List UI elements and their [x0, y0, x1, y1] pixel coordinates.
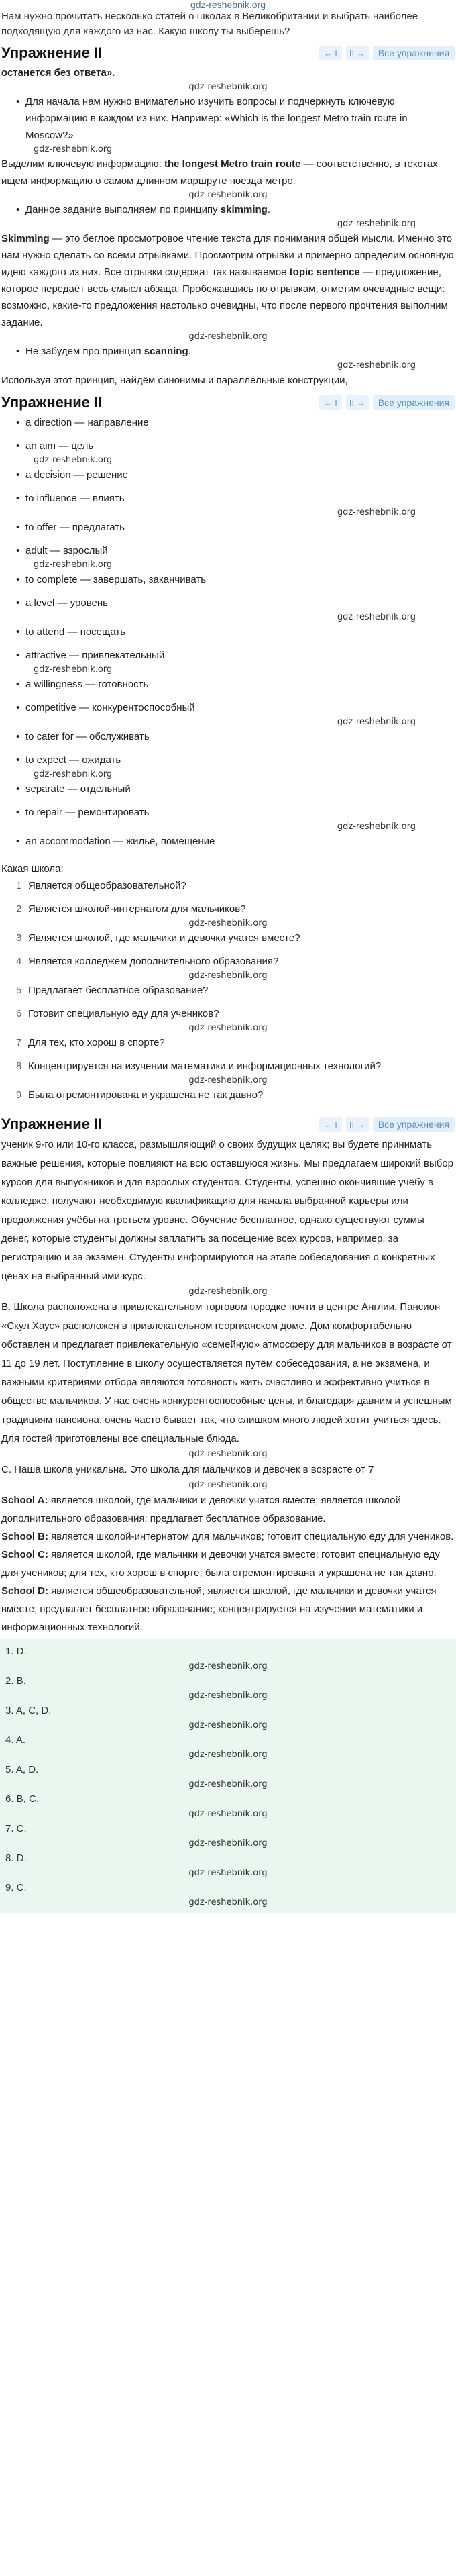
school-label: School D:: [1, 1585, 48, 1597]
bullet-icon: •: [16, 807, 20, 818]
bullet-icon: •: [16, 574, 20, 585]
spacer: [0, 999, 456, 1005]
watermark: gdz-reshebnik.org: [188, 1809, 268, 1819]
bullet-icon: •: [16, 545, 20, 556]
bullet-icon: •: [16, 626, 20, 638]
question-number: 4: [16, 956, 22, 967]
school-text: является школой, где мальчики и девочки учатся вместе; является школой дополнительного образования; предлагает бесплатное образование.: [1, 1495, 401, 1524]
bullet-icon: •: [16, 597, 20, 609]
paragraph: ученик 9-го или 10-го класса, размышляющий о своих будущих целях; вы будете принимать важные решения, которые повлияют на всю оставшуюся жизнь. Мы предлагаем широкий выбор курсов для выпускников и для взрослых студентов. Студенты, успешно окончившие учёбу в колледже, получают необходимую квалификацию для начала выбранной карьеры или продолжения учёбы на третьем уровне. Обучение бесплатное, однако существуют суммы денег, которые студенты должны заплатить за посещение всех курсов, например, за регистрацию и за экзамен. Студенты информируются на этапе собеседования о конкретных ценах на выбранный ими курс.: [1, 1139, 454, 1282]
school-label: School B:: [1, 1531, 48, 1542]
spacer: [0, 850, 456, 856]
question-text: Готовит специальную еду для учеников?: [28, 1008, 219, 1020]
watermark: gdz-reshebnik.org: [188, 1287, 268, 1297]
vocab-item: [0, 414, 456, 431]
vocab-item: [0, 804, 456, 821]
question-number: 5: [16, 985, 22, 996]
vocab-item: [0, 781, 456, 797]
question-text: Для тех, кто хорош в спорте?: [28, 1037, 165, 1048]
watermark: gdz-reshebnik.org: [188, 190, 268, 200]
question-number: 2: [16, 903, 22, 915]
school-summary-item: [0, 1582, 456, 1636]
vocab-text: to attend — посещать: [25, 626, 126, 638]
vocab-text: to repair — ремонтировать: [25, 807, 150, 818]
watermark: gdz-reshebnik.org: [188, 1779, 268, 1789]
top-watermark: gdz-reshebnik.org: [190, 0, 266, 10]
question-number: 6: [16, 1008, 22, 1020]
vocab-text: to expect — ожидать: [25, 754, 121, 766]
question-item: [0, 982, 456, 999]
watermark: gdz-reshebnik.org: [188, 332, 268, 342]
watermark: gdz-reshebnik.org: [188, 1691, 268, 1701]
spacer: [0, 745, 456, 752]
all-exercises-button[interactable]: Все упражнения: [373, 395, 455, 410]
list-item: • Данное задание выполняем по принципу skimming.: [0, 201, 456, 218]
paragraph: B. Школа расположена в привлекательном торговом городке почти в центре Англии. Пансион «Скул Хаус» расположен в привлекательном георгианском доме. Дом комфортабельно обставлен и предлагает привлекательную «семейную» атмосферу для мальчиков в возрасте от 11 до 19 лет. Поступление в школу осуществляется путём собеседования, а не экзамена, и важными критериями отбора являются готовность жить счастливо и эффективно учиться в обществе мальчиков. У нас очень конкурентоспособные цены, и благодаря давним и успешным традициям пансиона, очень часто бывает так, что слишком много людей хотят учиться здесь. Для гостей приготовлены все специальные блюда.: [1, 1301, 452, 1444]
bullet-icon: •: [16, 346, 20, 357]
vocab-item: [0, 490, 456, 507]
section-header-1: [0, 42, 456, 64]
school-summary-item: [0, 1491, 456, 1528]
watermark: gdz-reshebnik.org: [188, 1750, 268, 1760]
spacer: [0, 693, 456, 699]
question-text: Является школой, где мальчики и девочки учатся вместе?: [28, 932, 300, 944]
vocab-item: [0, 595, 456, 611]
question-item: [0, 877, 456, 894]
all-exercises-button[interactable]: Все упражнения: [373, 1117, 455, 1132]
question-number: 9: [16, 1089, 22, 1101]
vocab-text: adult — взрослый: [25, 545, 108, 556]
watermark: gdz-reshebnik.org: [337, 219, 416, 229]
next-button[interactable]: II →: [346, 395, 369, 410]
answer-item: 2. B.: [5, 1675, 26, 1687]
school-text: является общеобразовательной; является школой, где мальчики и девочки учатся вместе; предлагает бесплатное образование; концентрируется на изучении математики и информационных технологий.: [1, 1585, 437, 1633]
school-summary-item: [0, 1528, 456, 1546]
paragraph: Skimming — это беглое просмотровое чтение текста для понимания общей мысли. Именно это нам нужно сделать со всеми отрывками. Просмотрим отрывки и примерно определим основную идею каждого из них. Все отрывки содержат так называемое topic sentence — предложение, которое передаёт весь смысл абзаца. Пробежавшись по отрывкам, отметим очевидные вещи: возможно, какие-то предложения настолько очевидны, что после первого прочтения выполним задание.: [1, 233, 454, 328]
watermark: gdz-reshebnik.org: [337, 612, 416, 622]
next-button[interactable]: II →: [346, 1117, 369, 1132]
spacer: [0, 536, 456, 542]
vocabulary-list: [0, 414, 456, 856]
section-header-3: [0, 1113, 456, 1136]
spacer: [0, 946, 456, 953]
watermark: gdz-reshebnik.org: [337, 717, 416, 727]
bullet-icon: •: [16, 783, 20, 795]
vocab-text: an aim — цель: [25, 440, 94, 452]
vocab-item: [0, 519, 456, 536]
watermark: gdz-reshebnik.org: [188, 1023, 268, 1033]
question-number: 3: [16, 932, 22, 944]
question-list: [0, 877, 456, 1110]
bullet-icon: •: [16, 417, 20, 428]
section-title: Упражнение II: [1, 44, 103, 61]
school-text: является школой-интернатом для мальчиков; готовит специальную еду для учеников.: [48, 1531, 454, 1542]
question-lead: Какая школа:: [1, 863, 64, 875]
vocab-text: attractive — привлекательный: [25, 650, 165, 661]
watermark: gdz-reshebnik.org: [188, 1868, 268, 1878]
answer-item: 7. C.: [5, 1823, 27, 1834]
bullet-icon: •: [16, 731, 20, 742]
watermark: gdz-reshebnik.org: [188, 1720, 268, 1730]
answer-item: 9. C.: [5, 1882, 27, 1893]
section-title: Упражнение II: [1, 1116, 103, 1132]
question-text: Была отремонтирована и украшена не так давно?: [28, 1089, 264, 1101]
bullet-icon: •: [16, 650, 20, 661]
section-header-2: [0, 391, 456, 414]
answers-box: [0, 1639, 456, 1913]
question-text: Является школой-интернатом для мальчиков?: [28, 903, 246, 915]
vocab-text: to cater for — обслуживать: [25, 731, 150, 742]
prev-button[interactable]: ← I: [319, 395, 342, 410]
vocab-text: a willingness — готовность: [25, 679, 149, 690]
watermark: gdz-reshebnik.org: [34, 769, 113, 779]
answer-item: 3. A, C, D.: [5, 1705, 52, 1716]
section-nav: [319, 46, 455, 60]
section-title: Упражнение II: [1, 394, 103, 411]
answer-item: 1. D.: [5, 1646, 27, 1657]
bullet-icon: •: [16, 702, 20, 713]
answer-item: 5. A, D.: [5, 1764, 39, 1775]
question-item: [0, 1034, 456, 1051]
text-paragraphs: [0, 1136, 456, 1491]
school-label: School C:: [1, 1549, 48, 1561]
next-button[interactable]: II →: [346, 46, 369, 60]
question-text: Является общеобразовательной?: [28, 880, 186, 891]
school-summary: [0, 1491, 456, 1636]
section-nav: [319, 395, 455, 410]
question-text: Предлагает бесплатное образование?: [28, 985, 209, 996]
bullet-icon: •: [16, 754, 20, 766]
vocab-item: [0, 647, 456, 664]
lead-text: останется без ответа».: [1, 67, 115, 79]
spacer: [0, 797, 456, 804]
vocab-text: to complete — завершать, заканчивать: [25, 574, 207, 585]
watermark: gdz-reshebnik.org: [34, 664, 113, 675]
vocab-item: [0, 752, 456, 769]
intro-text: Нам нужно прочитать несколько статей о школах в Великобритании и выбрать наиболее подходящую для каждого из нас. Какую школу ты выберешь?: [1, 11, 418, 37]
watermark: gdz-reshebnik.org: [188, 971, 268, 981]
question-item: [0, 901, 456, 918]
vocab-text: competitive — конкурентоспособный: [25, 702, 195, 713]
watermark: gdz-reshebnik.org: [188, 918, 268, 928]
bullet-icon: •: [16, 440, 20, 452]
vocab-item: [0, 728, 456, 745]
list-item: • Для начала нам нужно внимательно изучить вопросы и подчеркнуть ключевую информацию в каждом из них. Например: «Which is the longest Metro train route in Moscow?»: [0, 93, 456, 144]
watermark: gdz-reshebnik.org: [188, 1449, 268, 1459]
watermark: gdz-reshebnik.org: [188, 1480, 268, 1490]
spacer: [0, 483, 456, 490]
bullet-icon: •: [16, 96, 20, 107]
question-item: [0, 930, 456, 946]
question-item: [0, 1058, 456, 1075]
school-text: является школой, где мальчики и девочки учатся вместе; готовит специальную еду для учеников; для тех, кто хорош в спорте; была отремонтирована и украшена не так давно.: [1, 1549, 440, 1579]
vocab-text: a level — уровень: [25, 597, 108, 609]
question-item: [0, 1005, 456, 1022]
vocab-item: [0, 466, 456, 483]
question-number: 8: [16, 1060, 22, 1072]
bullet-icon: •: [16, 679, 20, 690]
vocab-item: [0, 833, 456, 850]
vocab-text: an accommodation — жильё, помещение: [25, 836, 215, 847]
vocab-text: a direction — направление: [25, 417, 149, 428]
school-label: School A:: [1, 1495, 48, 1506]
watermark: gdz-reshebnik.org: [188, 1838, 268, 1848]
spacer: [0, 1051, 456, 1058]
paragraph: Используя этот принцип, найдём синонимы и параллельные конструкции,: [1, 375, 348, 386]
question-number: 7: [16, 1037, 22, 1048]
bullet-icon: •: [16, 836, 20, 847]
question-number: 1: [16, 880, 22, 891]
prev-button[interactable]: ← I: [319, 1117, 342, 1132]
answer-item: 8. D.: [5, 1852, 27, 1864]
vocab-text: to influence — влиять: [25, 493, 125, 504]
paragraph: Выделим ключевую информацию: the longest Metro train route — соответственно, в текстах ищем информацию о самом длинном маршруте поезда метро.: [1, 158, 438, 187]
vocab-item: [0, 699, 456, 716]
spacer: [0, 1103, 456, 1110]
watermark: gdz-reshebnik.org: [34, 560, 113, 570]
bullet-icon: •: [16, 493, 20, 504]
question-item: [0, 1087, 456, 1103]
prev-button[interactable]: ← I: [319, 46, 342, 60]
vocab-item: [0, 571, 456, 588]
watermark: gdz-reshebnik.org: [34, 455, 113, 465]
vocab-item: [0, 624, 456, 640]
question-item: [0, 953, 456, 970]
question-text: Концентрируется на изучении математики и информационных технологий?: [28, 1060, 382, 1072]
section-nav: [319, 1117, 455, 1132]
question-text: Является колледжем дополнительного образования?: [28, 956, 279, 967]
bullet-icon: •: [16, 469, 20, 481]
vocab-text: a decision — решение: [25, 469, 128, 481]
watermark: gdz-reshebnik.org: [188, 1897, 268, 1908]
vocab-text: to offer — предлагать: [25, 522, 125, 533]
spacer: [0, 640, 456, 647]
school-summary-item: [0, 1546, 456, 1582]
answer-item: 4. A.: [5, 1734, 26, 1746]
vocab-item: [0, 676, 456, 693]
answer-item: 6. B, C.: [5, 1793, 40, 1805]
watermark: gdz-reshebnik.org: [188, 82, 268, 92]
vocab-text: separate — отдельный: [25, 783, 131, 795]
spacer: [0, 588, 456, 595]
watermark: gdz-reshebnik.org: [337, 360, 416, 370]
spacer: [0, 894, 456, 901]
watermark: gdz-reshebnik.org: [337, 822, 416, 832]
watermark: gdz-reshebnik.org: [188, 1075, 268, 1085]
paragraph: C. Наша школа уникальна. Это школа для мальчиков и девочек в возрасте от 7: [1, 1464, 374, 1475]
watermark: gdz-reshebnik.org: [34, 144, 113, 154]
bullet-icon: •: [16, 522, 20, 533]
vocab-item: [0, 438, 456, 454]
spacer: [0, 431, 456, 438]
all-exercises-button[interactable]: Все упражнения: [373, 46, 455, 60]
watermark: gdz-reshebnik.org: [188, 1661, 268, 1671]
list-item: • Не забудем про принцип scanning.: [0, 343, 456, 360]
bullet-icon: •: [16, 204, 20, 215]
watermark: gdz-reshebnik.org: [337, 507, 416, 517]
vocab-item: [0, 542, 456, 559]
